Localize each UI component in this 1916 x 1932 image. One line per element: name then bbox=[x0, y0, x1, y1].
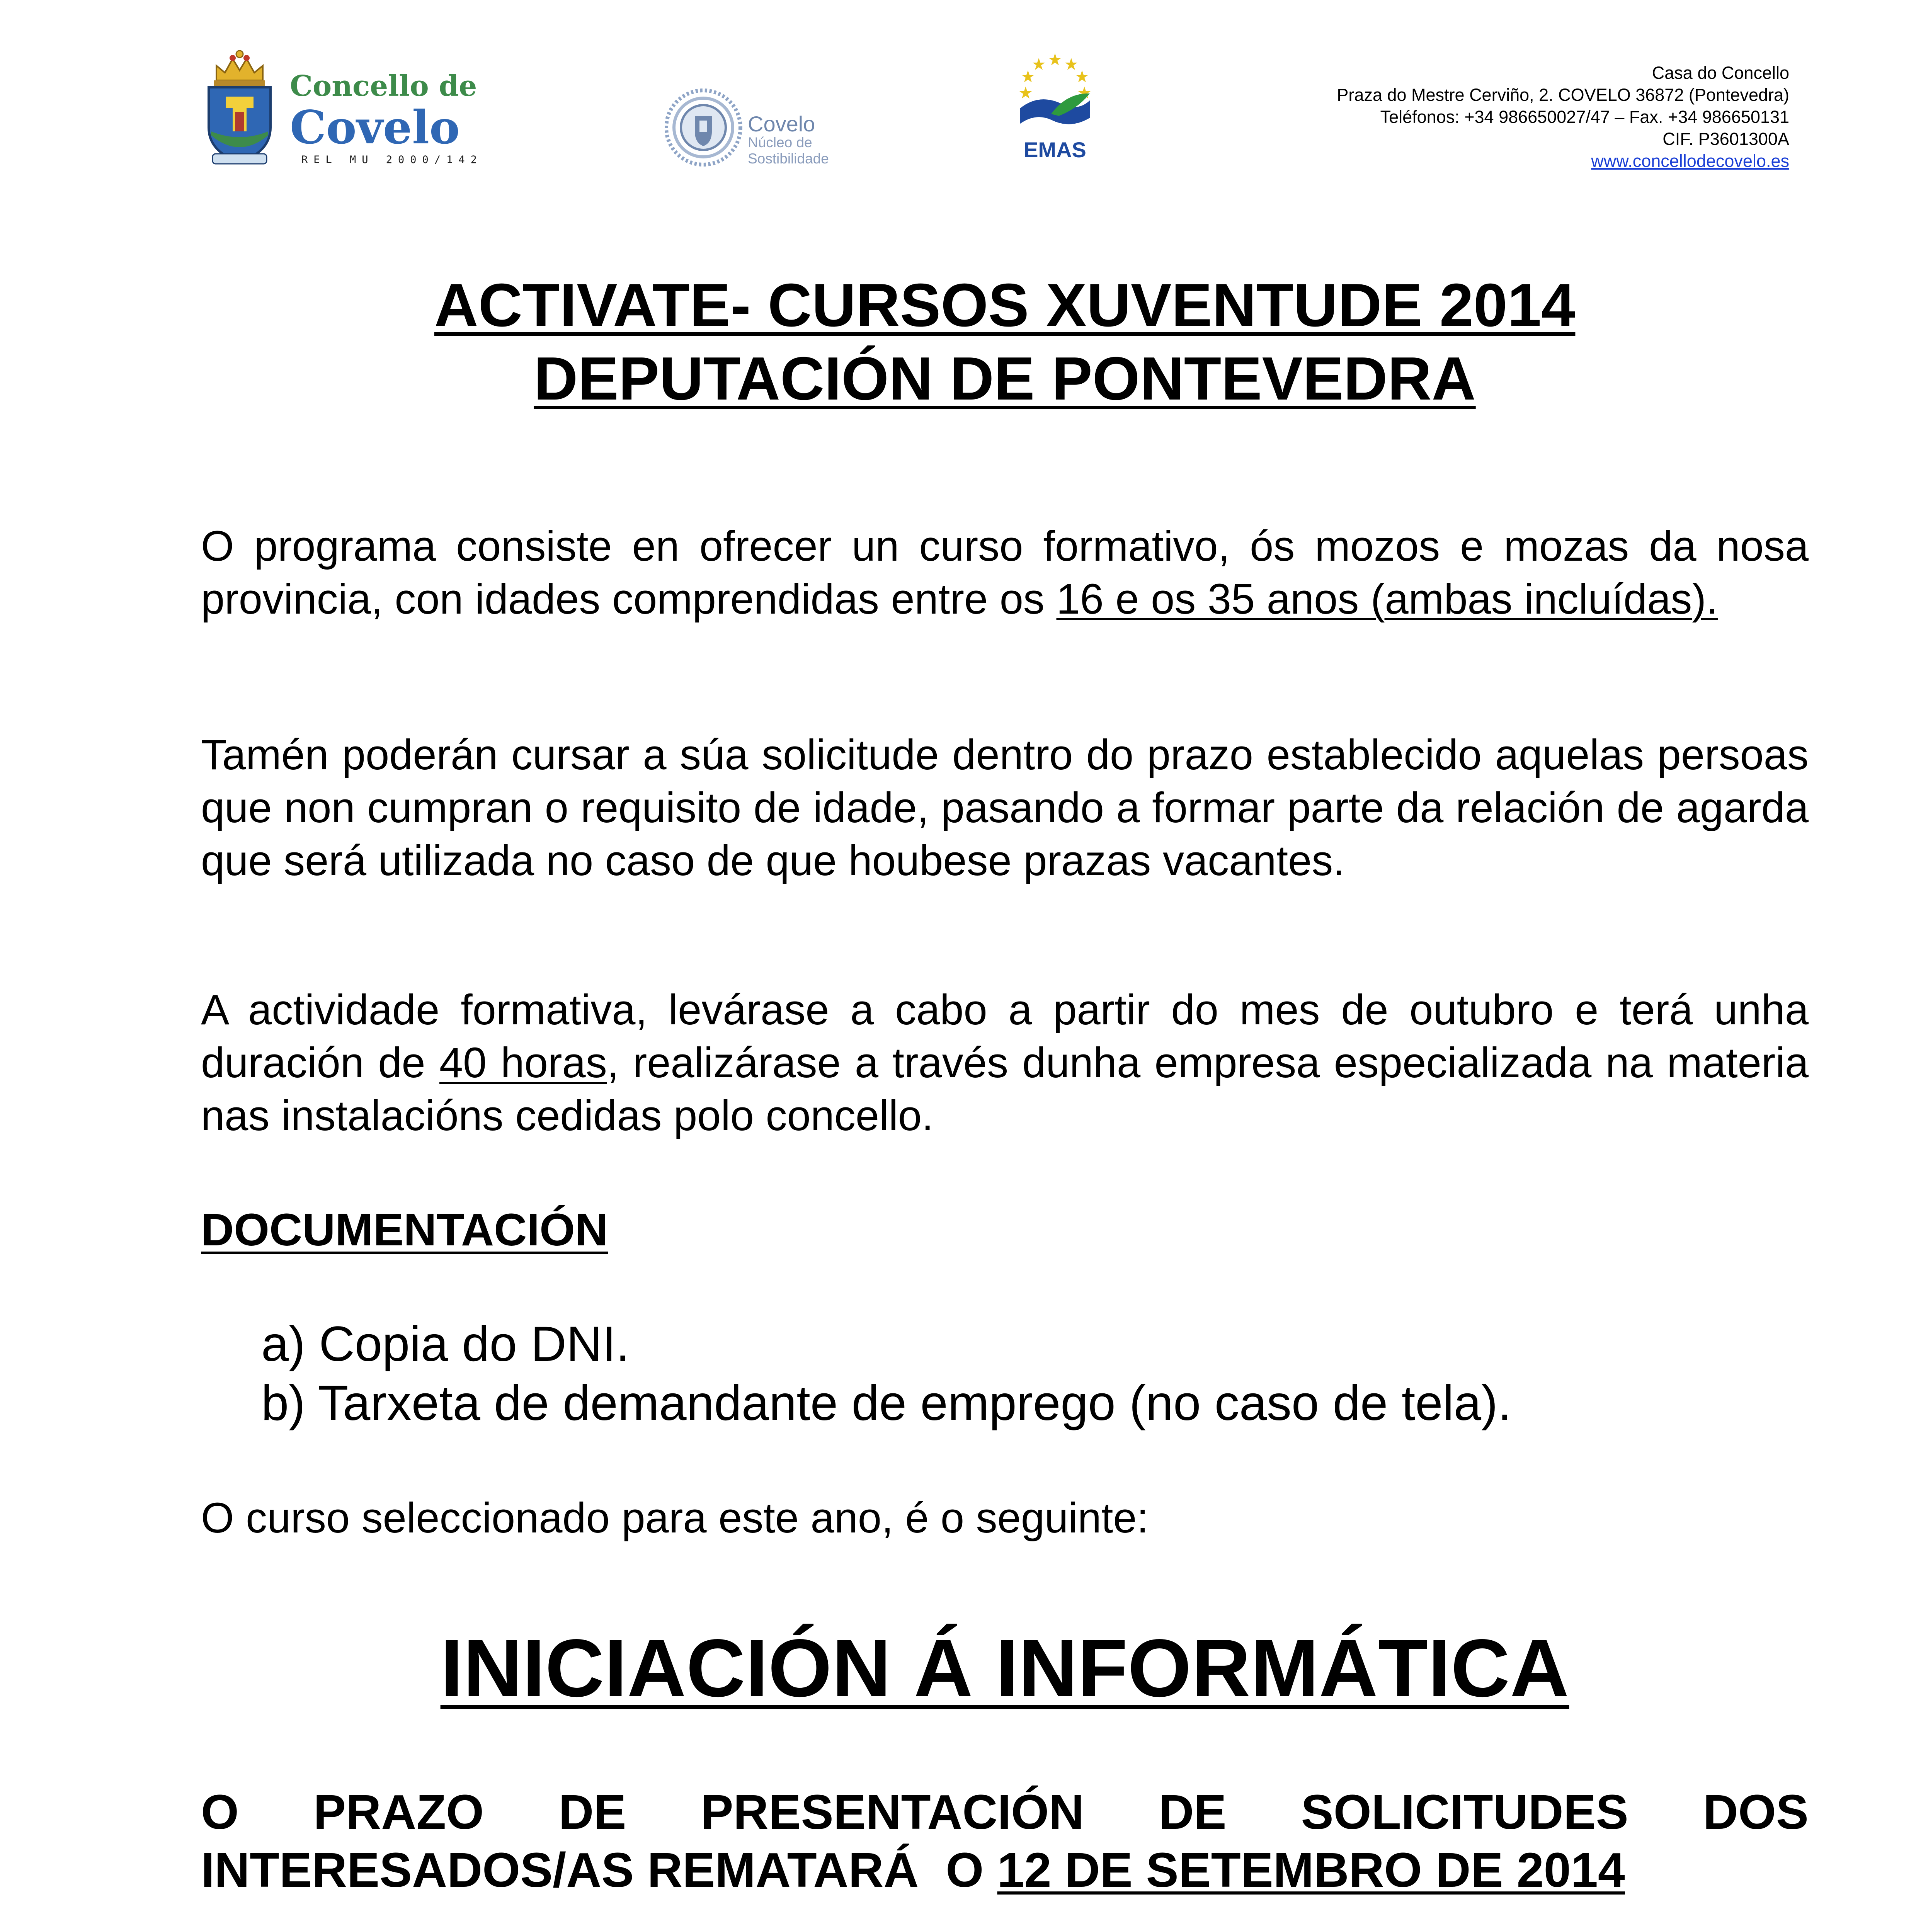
concello-logo-line1: Concello de bbox=[290, 70, 477, 103]
paragraph-text: O programa consiste en ofrecer un curso formativo, ós mozos e mozas da nosa provincia, con idades comprendidas entre os bbox=[201, 522, 1809, 623]
contact-address: Praza do Mestre Cerviño, 2. COVELO 36872 (Pontevedra) bbox=[1337, 85, 1789, 105]
page-title bbox=[201, 269, 1809, 415]
contact-phones: Teléfonos: +34 986650027/47 – Fax. +34 986650131 bbox=[1380, 107, 1789, 127]
website-link[interactable]: www.concellodecovelo.es bbox=[1591, 151, 1789, 171]
course-name-text: INICIACIÓN Á INFORMÁTICA bbox=[440, 1622, 1569, 1714]
title-line2: DEPUTACIÓN DE PONTEVEDRA bbox=[534, 345, 1476, 413]
course-intro: O curso seleccionado para este ano, é o seguinte: bbox=[201, 1494, 1149, 1542]
nucleo-logo-line2: Núcleo de bbox=[748, 134, 812, 150]
emas-label: EMAS bbox=[1024, 138, 1086, 162]
deadline-date: 12 DE SETEMBRO DE 2014 bbox=[997, 1843, 1625, 1897]
deadline-word: O bbox=[201, 1785, 239, 1839]
deadline-word: PRESENTACIÓN bbox=[701, 1785, 1084, 1839]
paragraph-text: , realizárase a través dunha empresa especializada na materia nas instalacións cedidas polo concello. bbox=[201, 1039, 1809, 1139]
title-line1: ACTIVATE- CURSOS XUVENTUDE 2014 bbox=[434, 271, 1576, 339]
nucleo-logo-line3: Sostibilidade bbox=[748, 151, 829, 167]
deadline-word: DOS bbox=[1703, 1785, 1809, 1839]
concello-registry: REL MU 2000/142 bbox=[301, 154, 483, 166]
emas-logo bbox=[1005, 50, 1105, 162]
age-range: 16 e os 35 anos (ambas incluídas). bbox=[1056, 575, 1718, 623]
nucleo-logo-line1: Covelo bbox=[748, 112, 815, 136]
list-item: a) Copia do DNI. bbox=[261, 1316, 630, 1372]
deadline-text: INTERESADOS/AS REMATARÁ O bbox=[201, 1843, 997, 1897]
course-name bbox=[201, 1621, 1809, 1715]
paragraph-text: A actividade formativa, levárase a cabo a partir do mes de outubro e terá unha duración de bbox=[201, 986, 1809, 1087]
deadline-word: DE bbox=[1159, 1785, 1227, 1839]
concello-logo-line2: Covelo bbox=[290, 100, 460, 154]
deadline-word: SOLICITUDES bbox=[1301, 1785, 1628, 1839]
paragraph-activity bbox=[201, 983, 1809, 1142]
documentation-heading: DOCUMENTACIÓN bbox=[201, 1204, 608, 1255]
deadline-word: PRAZO bbox=[313, 1785, 484, 1839]
contact-block bbox=[1198, 62, 1789, 172]
contact-cif: CIF. P3601300A bbox=[1662, 129, 1789, 149]
deadline-row1 bbox=[201, 1783, 1809, 1841]
deadline-word: DE bbox=[558, 1785, 626, 1839]
paragraph-program bbox=[201, 520, 1809, 626]
paragraph-waitlist: Tamén poderán cursar a súa solicitude dentro do prazo establecido aquelas persoas que non cumpran o requisito de idade, pasando a formar parte da relación de agarda que será utilizada no caso de que houbese prazas vacantes. bbox=[201, 731, 1809, 884]
duration-hours: 40 horas bbox=[439, 1039, 607, 1087]
concello-covelo-logo bbox=[201, 50, 483, 174]
deadline-row2 bbox=[201, 1841, 1809, 1899]
deadline-notice bbox=[201, 1783, 1809, 1899]
emas-flag-icon bbox=[1012, 50, 1098, 135]
coat-of-arms-icon bbox=[201, 50, 278, 170]
contact-line: Casa do Concello bbox=[1652, 63, 1789, 83]
nucleo-sostibilidade-logo bbox=[665, 77, 866, 185]
list-item: b) Tarxeta de demandante de emprego (no caso de tela). bbox=[261, 1376, 1512, 1431]
